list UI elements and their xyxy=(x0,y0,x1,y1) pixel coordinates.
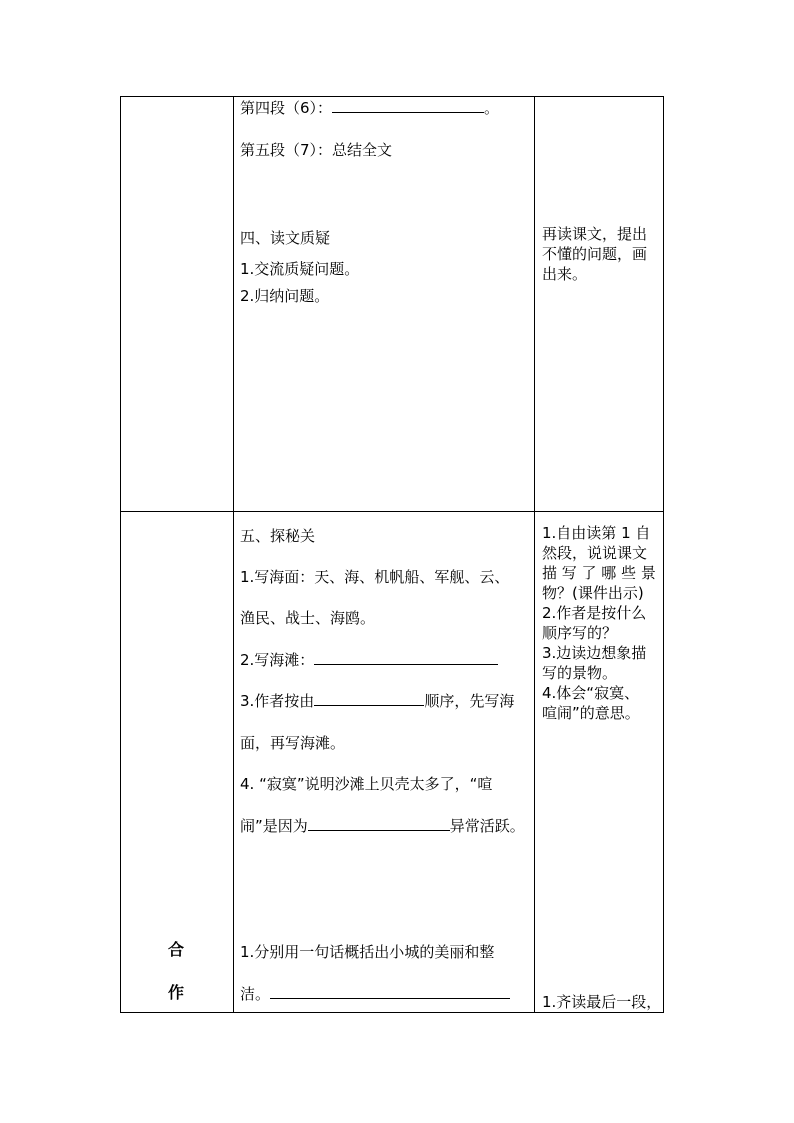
next-line1: 1.分别用一句话概括出小城的美丽和整 xyxy=(240,943,495,961)
side-note-line: 2.作者是按什么 xyxy=(542,604,647,622)
item2-label: 2.写海滩： xyxy=(240,651,315,669)
side-note-line: 1.自由读第 1 自 xyxy=(542,524,651,542)
item4-blank[interactable] xyxy=(308,816,450,831)
next-label: 洁。 xyxy=(240,985,271,1003)
side-note-line: 再读课文，提出 xyxy=(542,225,648,243)
para4-end: 。 xyxy=(484,99,500,117)
next-line2 xyxy=(240,984,510,1004)
left-char-1: 合 xyxy=(168,940,185,959)
item3-blank[interactable] xyxy=(314,691,424,706)
section4-item-2: 2.归纳问题。 xyxy=(240,287,330,305)
item3-label: 3.作者按由 xyxy=(240,692,315,710)
item1-line2: 渔民、战士、海鸥。 xyxy=(240,609,376,627)
item2-blank[interactable] xyxy=(314,650,498,665)
section4-item-1: 1.交流质疑问题。 xyxy=(240,260,360,278)
para4-line xyxy=(240,98,499,118)
item4-label: 闹”是因为 xyxy=(240,817,308,835)
table-border-top xyxy=(120,96,664,97)
item3-line2: 面，再写海滩。 xyxy=(240,734,346,752)
side-note-line: 出来。 xyxy=(542,265,588,283)
table-row-divider xyxy=(120,511,664,512)
item3-line xyxy=(240,691,514,711)
side-note-line: 描 写 了 哪 些 景 xyxy=(542,564,656,582)
next-blank[interactable] xyxy=(270,984,510,999)
row2-side-notes xyxy=(542,523,660,723)
side-note-line: 然段，说说课文 xyxy=(542,544,648,562)
section4-title: 四、读文质疑 xyxy=(240,229,331,247)
table-col-divider-1 xyxy=(233,96,234,1013)
table-col-divider-2 xyxy=(534,96,535,1013)
row2-side-bottom xyxy=(542,992,660,1012)
side-bottom-line: 1.齐读最后一段， xyxy=(542,993,662,1011)
table-border-bottom xyxy=(120,1012,664,1013)
item3-after: 顺序，先写海 xyxy=(424,692,515,710)
item4-after: 异常活跃。 xyxy=(449,817,525,835)
side-note-line: 写的景物。 xyxy=(542,664,618,682)
para4-blank[interactable] xyxy=(332,98,484,113)
left-char-2: 作 xyxy=(168,983,185,1002)
section5-title: 五、探秘关 xyxy=(240,527,316,545)
item4-line2 xyxy=(240,816,525,836)
item2-line xyxy=(240,650,498,670)
side-note-line: 顺序写的？ xyxy=(542,624,618,642)
item1-line1: 1.写海面：天、海、机帆船、军舰、云、 xyxy=(240,568,510,586)
side-note-line: 不懂的问题，画 xyxy=(542,245,648,263)
table-border-right xyxy=(663,96,664,1013)
side-note-line: 3.边读边想象描 xyxy=(542,644,647,662)
table-border-left xyxy=(120,96,121,1013)
row1-side-note xyxy=(542,224,660,284)
para4-label: 第四段（6）： xyxy=(240,99,333,117)
item4-line1: 4. “寂寞”说明沙滩上贝壳太多了，“喧 xyxy=(240,775,493,793)
side-note-line: 喧闹”的意思。 xyxy=(542,704,640,722)
para5-line: 第五段（7）：总结全文 xyxy=(240,141,393,159)
side-note-line: 物？(课件出示) xyxy=(542,584,644,602)
side-note-line: 4.体会“寂寞、 xyxy=(542,684,640,702)
